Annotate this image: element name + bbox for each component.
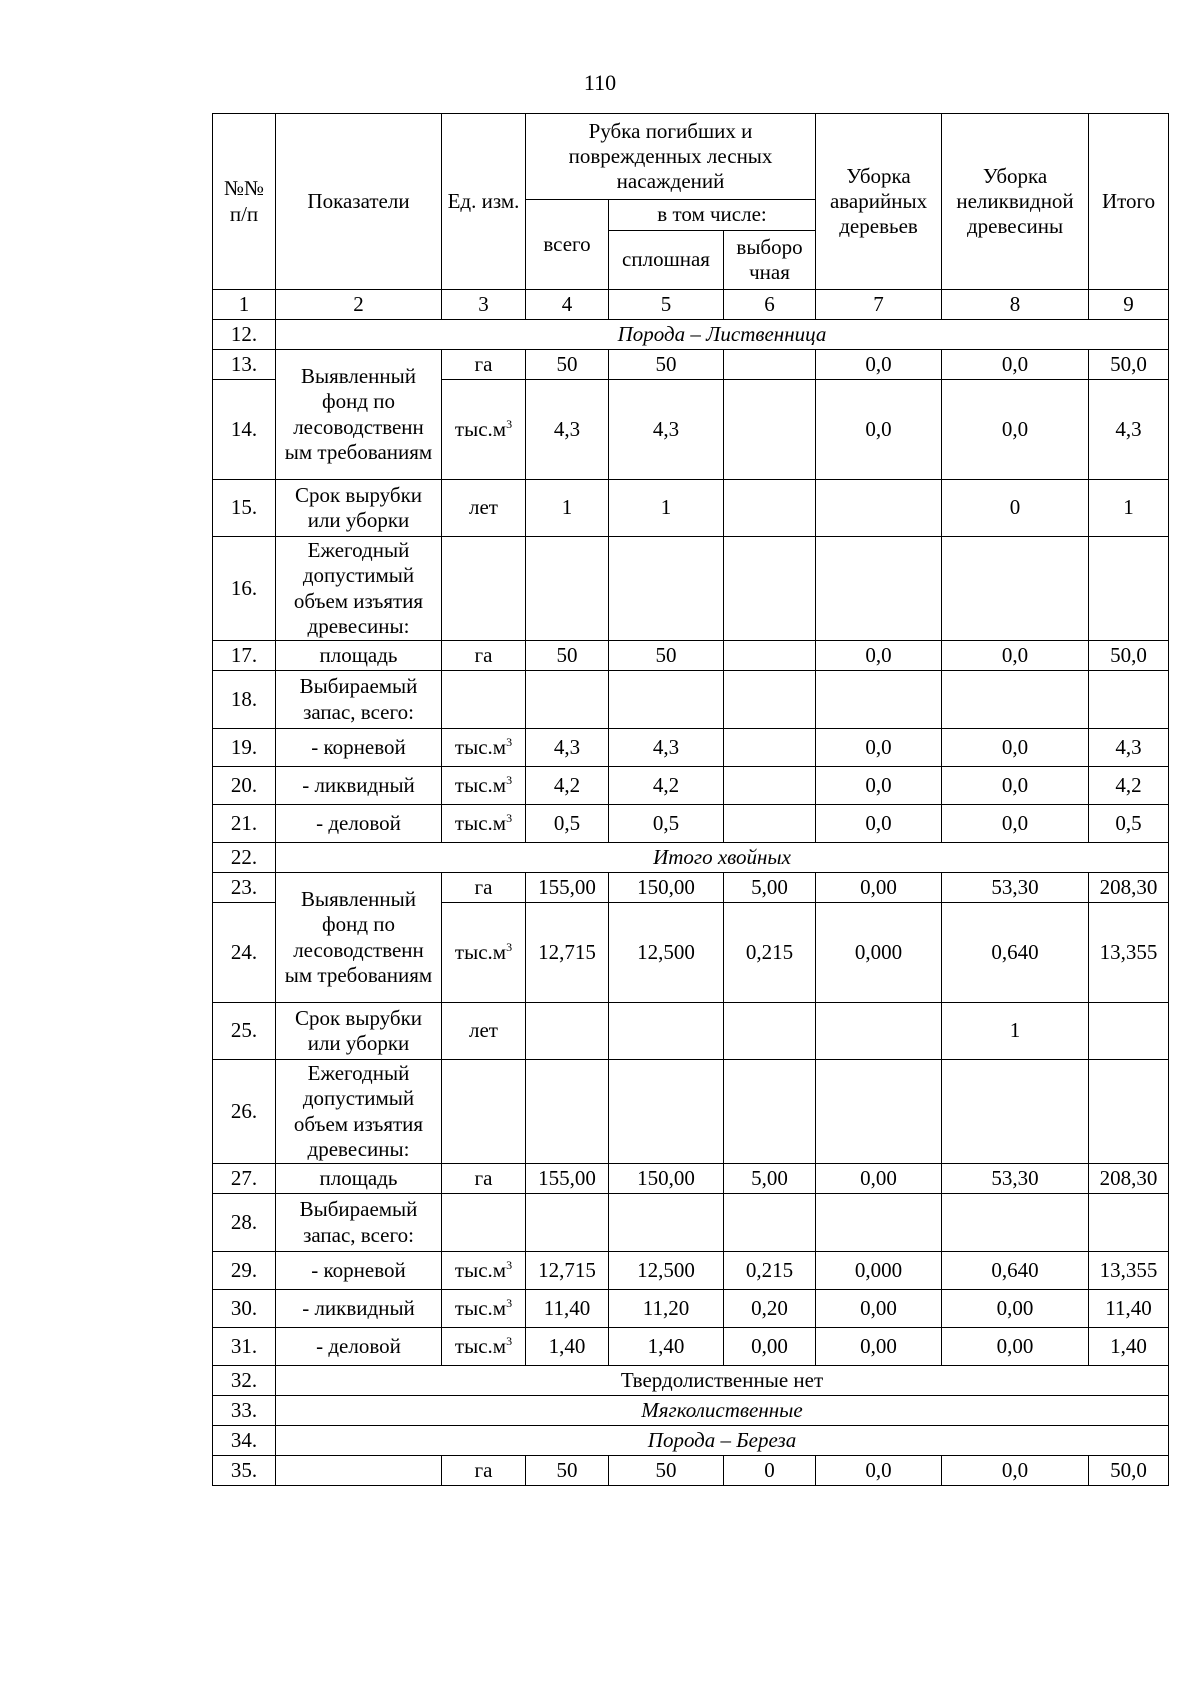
value-cell: 0,215 <box>724 1252 816 1290</box>
value-cell: 0,000 <box>816 1252 942 1290</box>
value-cell <box>724 641 816 671</box>
unit-text: тыс.м <box>454 1333 507 1358</box>
unit-cell: лет <box>442 480 526 537</box>
value-cell: 0,0 <box>942 641 1089 671</box>
value-cell <box>724 480 816 537</box>
value-cell: 0,0 <box>816 729 942 767</box>
section-title: Порода – Береза <box>276 1426 1169 1456</box>
value-cell: 13,355 <box>1089 903 1169 1003</box>
value-cell: 0,00 <box>816 1290 942 1328</box>
col-number: 4 <box>526 290 609 320</box>
value-cell <box>816 1003 942 1060</box>
value-cell: 150,00 <box>609 1164 724 1194</box>
value-cell: 0,0 <box>942 805 1089 843</box>
value-cell: 50 <box>526 1456 609 1486</box>
value-cell: 4,3 <box>609 380 724 480</box>
value-cell: 50 <box>609 641 724 671</box>
page-number: 110 <box>583 70 617 95</box>
table-row <box>213 1252 1169 1290</box>
value-cell: 208,30 <box>1089 873 1169 903</box>
value-cell: 0,640 <box>942 903 1089 1003</box>
value-cell: 53,30 <box>942 1164 1089 1194</box>
unit-cell <box>442 380 526 480</box>
row-number: 12. <box>213 320 276 350</box>
value-cell: 12,715 <box>526 903 609 1003</box>
forest-cutting-table <box>212 113 1169 1486</box>
row-number: 23. <box>213 873 276 903</box>
value-cell: 0,20 <box>724 1290 816 1328</box>
value-cell: 0,0 <box>816 350 942 380</box>
row-number: 35. <box>213 1456 276 1486</box>
value-cell: 50,0 <box>1089 1456 1169 1486</box>
section-title: Мягколиственные <box>276 1396 1169 1426</box>
unit-text: тыс.м <box>454 1257 507 1282</box>
indicator-label: площадь <box>276 1164 442 1194</box>
table-row <box>213 1290 1169 1328</box>
header-cutting: Рубка погибших и поврежденных лесных насаждений <box>526 114 816 200</box>
table-row <box>213 537 1169 641</box>
value-cell: 0,0 <box>942 1456 1089 1486</box>
value-cell: 208,30 <box>1089 1164 1169 1194</box>
unit-cell: га <box>442 641 526 671</box>
col-number: 9 <box>1089 290 1169 320</box>
value-cell: 0,215 <box>724 903 816 1003</box>
col-number: 7 <box>816 290 942 320</box>
row-number: 20. <box>213 767 276 805</box>
indicator-label: Выбираемый запас, всего: <box>276 671 442 729</box>
column-numbers-row <box>213 290 1169 320</box>
row-number: 19. <box>213 729 276 767</box>
value-cell: 0,0 <box>816 641 942 671</box>
header-num: №№ п/п <box>213 114 276 290</box>
value-cell: 0,0 <box>816 380 942 480</box>
col-number: 2 <box>276 290 442 320</box>
value-cell: 0,000 <box>816 903 942 1003</box>
value-cell <box>609 1003 724 1060</box>
value-cell: 0,00 <box>724 1328 816 1366</box>
row-number: 26. <box>213 1060 276 1164</box>
indicator-label: - деловой <box>276 1328 442 1366</box>
col-number: 3 <box>442 290 526 320</box>
row-number: 29. <box>213 1252 276 1290</box>
unit-cell: га <box>442 1164 526 1194</box>
value-cell: 11,40 <box>526 1290 609 1328</box>
value-cell: 1,40 <box>1089 1328 1169 1366</box>
row-number: 21. <box>213 805 276 843</box>
unit-cube: 3 <box>506 1257 513 1272</box>
value-cell: 12,500 <box>609 903 724 1003</box>
value-cell: 0,00 <box>942 1290 1089 1328</box>
row-number: 30. <box>213 1290 276 1328</box>
unit-text: тыс.м <box>454 734 507 759</box>
indicator-label: - ликвидный <box>276 767 442 805</box>
row-number: 14. <box>213 380 276 480</box>
unit-cube: 3 <box>506 939 513 954</box>
indicator-label: Срок вырубки или уборки <box>276 1003 442 1060</box>
table-row <box>213 873 1169 903</box>
value-cell <box>1089 1003 1169 1060</box>
unit-cube: 3 <box>506 1295 513 1310</box>
value-cell: 5,00 <box>724 873 816 903</box>
row-number: 33. <box>213 1396 276 1426</box>
table-row <box>213 1396 1169 1426</box>
value-cell: 0,5 <box>526 805 609 843</box>
indicator-label: - деловой <box>276 805 442 843</box>
header-total: Итого <box>1089 114 1169 290</box>
table-row <box>213 320 1169 350</box>
unit-text: тыс.м <box>454 939 507 964</box>
value-cell: 1 <box>1089 480 1169 537</box>
row-number: 34. <box>213 1426 276 1456</box>
unit-cell: га <box>442 873 526 903</box>
row-number: 25. <box>213 1003 276 1060</box>
value-cell: 50 <box>609 350 724 380</box>
table-row <box>213 843 1169 873</box>
section-title: Твердолиственные нет <box>276 1366 1169 1396</box>
row-number: 18. <box>213 671 276 729</box>
value-cell: 0,5 <box>609 805 724 843</box>
row-number: 16. <box>213 537 276 641</box>
value-cell: 0,0 <box>816 805 942 843</box>
row-number: 15. <box>213 480 276 537</box>
value-cell: 1 <box>942 1003 1089 1060</box>
table-row <box>213 671 1169 729</box>
value-cell: 150,00 <box>609 873 724 903</box>
unit-text: тыс.м <box>454 416 507 441</box>
unit-text: тыс.м <box>454 810 507 835</box>
col-number: 1 <box>213 290 276 320</box>
row-number: 17. <box>213 641 276 671</box>
row-number: 31. <box>213 1328 276 1366</box>
table-row <box>213 350 1169 380</box>
row-number: 13. <box>213 350 276 380</box>
section-title: Порода – Лиственница <box>276 320 1169 350</box>
value-cell: 1 <box>609 480 724 537</box>
unit-cube: 3 <box>506 1333 513 1348</box>
unit-cell <box>442 805 526 843</box>
table-row <box>213 1328 1169 1366</box>
indicator-label: Выявленный фонд по лесоводственн ым требованиям <box>276 873 442 1003</box>
value-cell: 0,0 <box>816 767 942 805</box>
value-cell: 155,00 <box>526 1164 609 1194</box>
table-row <box>213 641 1169 671</box>
value-cell <box>724 350 816 380</box>
header-selective: выборо чная <box>724 231 816 290</box>
value-cell: 4,3 <box>609 729 724 767</box>
indicator-label: Ежегодный допустимый объем изъятия древесины: <box>276 537 442 641</box>
value-cell: 0,0 <box>816 1456 942 1486</box>
indicator-label: Срок вырубки или уборки <box>276 480 442 537</box>
value-cell: 11,40 <box>1089 1290 1169 1328</box>
value-cell: 53,30 <box>942 873 1089 903</box>
value-cell <box>724 380 816 480</box>
value-cell: 4,3 <box>526 729 609 767</box>
col-number: 6 <box>724 290 816 320</box>
unit-cell <box>442 729 526 767</box>
value-cell: 5,00 <box>724 1164 816 1194</box>
value-cell: 0,00 <box>942 1328 1089 1366</box>
value-cell: 4,2 <box>1089 767 1169 805</box>
unit-text: тыс.м <box>454 772 507 797</box>
value-cell: 50 <box>526 641 609 671</box>
header-including: в том числе: <box>609 200 816 231</box>
value-cell: 50 <box>526 350 609 380</box>
value-cell: 0 <box>724 1456 816 1486</box>
value-cell: 50 <box>609 1456 724 1486</box>
header-emergency: Уборка аварийных деревьев <box>816 114 942 290</box>
table-row <box>213 480 1169 537</box>
indicator-label: - ликвидный <box>276 1290 442 1328</box>
value-cell: 4,2 <box>526 767 609 805</box>
table-row <box>213 729 1169 767</box>
row-number: 32. <box>213 1366 276 1396</box>
unit-cell <box>442 1290 526 1328</box>
indicator-label: площадь <box>276 641 442 671</box>
value-cell <box>724 1003 816 1060</box>
value-cell: 50,0 <box>1089 350 1169 380</box>
unit-cube: 3 <box>506 734 513 749</box>
indicator-label: Выявленный фонд по лесоводственн ым требованиям <box>276 350 442 480</box>
indicator-label: Ежегодный допустимый объем изъятия древесины: <box>276 1060 442 1164</box>
value-cell <box>816 480 942 537</box>
value-cell: 1,40 <box>609 1328 724 1366</box>
value-cell: 4,3 <box>1089 729 1169 767</box>
value-cell <box>724 805 816 843</box>
value-cell: 50,0 <box>1089 641 1169 671</box>
unit-cell <box>442 1328 526 1366</box>
value-cell <box>724 767 816 805</box>
value-cell: 0,00 <box>816 1328 942 1366</box>
header-indicators: Показатели <box>276 114 442 290</box>
value-cell: 0,0 <box>942 729 1089 767</box>
row-number: 22. <box>213 843 276 873</box>
value-cell: 1,40 <box>526 1328 609 1366</box>
table-row <box>213 1194 1169 1252</box>
value-cell: 4,3 <box>1089 380 1169 480</box>
indicator-label: Выбираемый запас, всего: <box>276 1194 442 1252</box>
table-row <box>213 805 1169 843</box>
row-number: 28. <box>213 1194 276 1252</box>
section-title: Итого хвойных <box>276 843 1169 873</box>
indicator-label: - корневой <box>276 1252 442 1290</box>
header-illiquid: Уборка неликвидной древесины <box>942 114 1089 290</box>
col-number: 8 <box>942 290 1089 320</box>
table-row <box>213 1060 1169 1164</box>
header-unit: Ед. изм. <box>442 114 526 290</box>
value-cell <box>526 1003 609 1060</box>
value-cell: 12,500 <box>609 1252 724 1290</box>
header-clear: сплошная <box>609 231 724 290</box>
col-number: 5 <box>609 290 724 320</box>
table-row <box>213 1164 1169 1194</box>
value-cell: 4,2 <box>609 767 724 805</box>
unit-cell: га <box>442 1456 526 1486</box>
table-row <box>213 1456 1169 1486</box>
table-row <box>213 1366 1169 1396</box>
row-number: 27. <box>213 1164 276 1194</box>
value-cell: 0,5 <box>1089 805 1169 843</box>
value-cell: 1 <box>526 480 609 537</box>
value-cell: 0,640 <box>942 1252 1089 1290</box>
unit-cell: лет <box>442 1003 526 1060</box>
value-cell: 155,00 <box>526 873 609 903</box>
unit-cell: га <box>442 350 526 380</box>
value-cell: 0,00 <box>816 1164 942 1194</box>
unit-cell <box>442 1252 526 1290</box>
unit-cube: 3 <box>506 416 513 431</box>
header-total-all: всего <box>526 200 609 290</box>
unit-cell <box>442 767 526 805</box>
unit-text: тыс.м <box>454 1295 507 1320</box>
value-cell: 0,0 <box>942 767 1089 805</box>
value-cell: 0,0 <box>942 350 1089 380</box>
value-cell: 12,715 <box>526 1252 609 1290</box>
unit-cell <box>442 903 526 1003</box>
unit-cube: 3 <box>506 810 513 825</box>
indicator-label <box>276 1456 442 1486</box>
row-number: 24. <box>213 903 276 1003</box>
value-cell <box>724 729 816 767</box>
unit-cube: 3 <box>506 772 513 787</box>
table-row <box>213 767 1169 805</box>
value-cell: 0 <box>942 480 1089 537</box>
value-cell: 11,20 <box>609 1290 724 1328</box>
table-row <box>213 1426 1169 1456</box>
indicator-label: - корневой <box>276 729 442 767</box>
value-cell: 0,00 <box>816 873 942 903</box>
value-cell: 13,355 <box>1089 1252 1169 1290</box>
value-cell: 4,3 <box>526 380 609 480</box>
table-row <box>213 1003 1169 1060</box>
value-cell: 0,0 <box>942 380 1089 480</box>
